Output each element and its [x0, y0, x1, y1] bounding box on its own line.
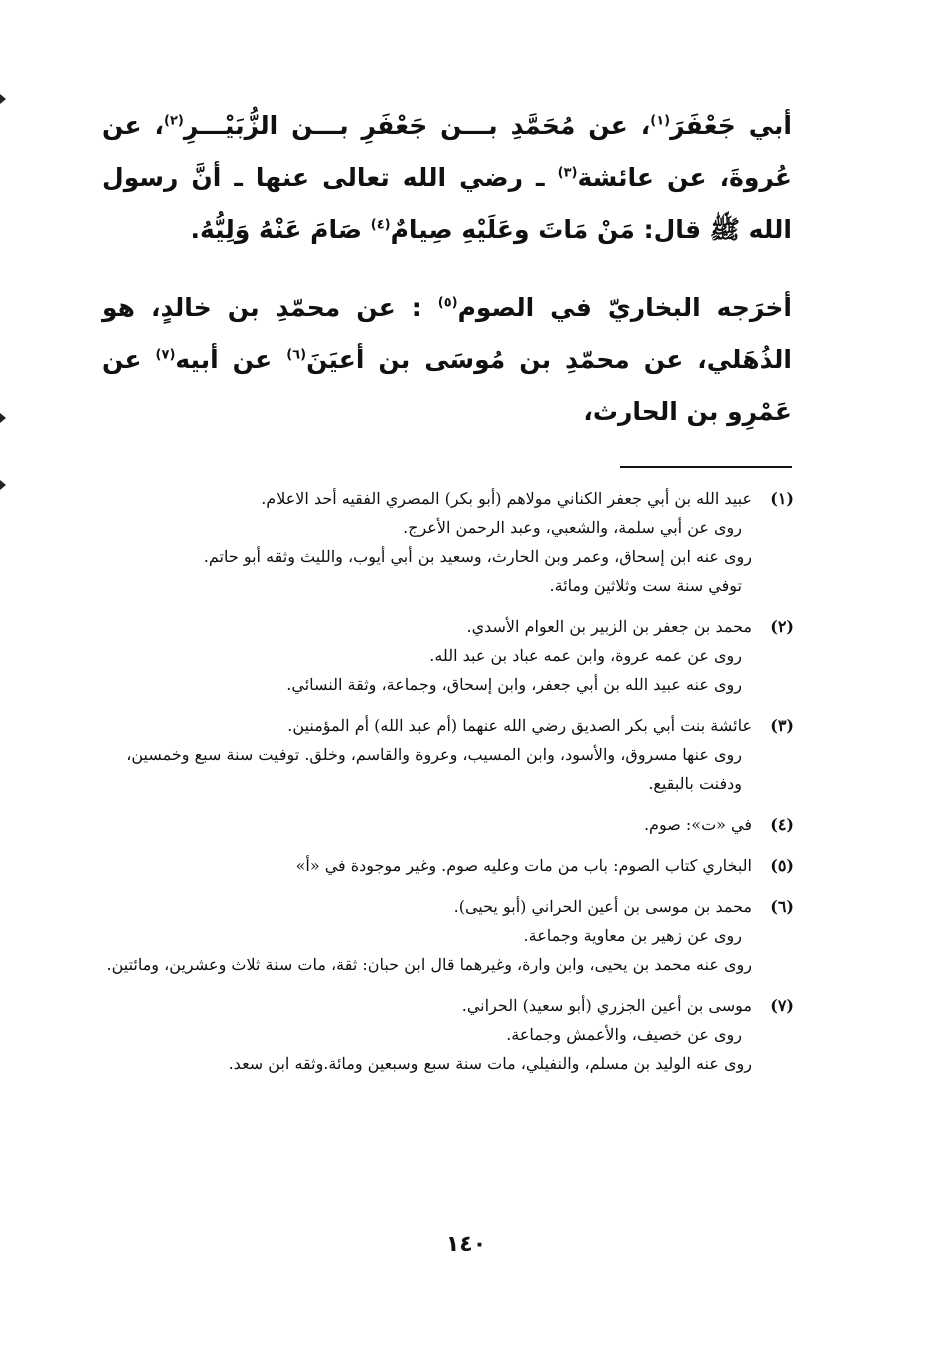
text-segment: عن عَمْرِو بن الحارث،: [102, 345, 792, 426]
footnote-ref: (٣): [557, 165, 578, 181]
footnote-line: روى عنها مسروق، والأسود، وابن المسيب، وعروة والقاسم، وخلق. توفيت سنة سبع وخمسين، ودفنت بالبقيع.: [126, 745, 742, 793]
footnote-ref: (٤): [370, 217, 391, 233]
margin-mark: [0, 480, 6, 490]
text-segment: عن أبيه: [175, 345, 287, 374]
takhrij-paragraph: [102, 282, 792, 438]
text-segment: ـ رضي الله تعالى عنها ـ أنَّ رسول الله ﷺ قال: مَنْ مَاتَ وعَلَيْهِ صِيامٌ: [102, 163, 792, 244]
footnote-line: روى عن أبي سلمة، والشعبي، وعبد الرحمن الأعرج.: [403, 518, 742, 537]
text-segment: أخرَجه البخاريّ في الصوم: [457, 293, 792, 322]
footnote-line: في «ت»: صوم.: [643, 815, 752, 834]
footnote-2: [104, 612, 794, 699]
footnote-line: البخاري كتاب الصوم: باب من مات وعليه صوم. وغير موجودة في «أ»: [295, 856, 752, 875]
text-segment: ، عن مُحَمَّدِ بـــن جَعْفَرِ بـــن الزُّبَيْـــرِ: [183, 111, 651, 140]
footnote-7: [104, 991, 794, 1078]
footnote-line: روى عن زهير بن معاوية وجماعة.: [523, 926, 742, 945]
footnote-number: (٦): [770, 897, 794, 916]
footnote-ref: (٧): [155, 347, 176, 363]
footnote-number: (٢): [770, 617, 794, 636]
footnote-1: [104, 484, 794, 600]
footnote-ref: (٥): [437, 295, 458, 311]
margin-mark: [0, 413, 6, 423]
footnote-line: موسى بن أعين الجزري (أبو سعيد) الحراني.: [461, 996, 752, 1015]
footnote-line: روى عنه الوليد بن مسلم، والنفيلي، مات سنة سبع وسبعين ومائة.وثقه ابن سعد.: [228, 1054, 752, 1073]
footnote-number: (٣): [770, 716, 794, 735]
text-segment: أبي جَعْفَرَ: [670, 111, 792, 140]
text-segment: ، عن عُروةَ، عن عائشة: [102, 111, 793, 192]
footnote-number: (٥): [770, 856, 794, 875]
footnote-5: [104, 851, 794, 880]
footnote-number: (٤): [770, 815, 794, 834]
page-number: ١٤٠: [445, 1232, 487, 1257]
footnote-line: روى عن عمه عروة، وابن عمه عباد بن عبد الله.: [429, 646, 742, 665]
footnote-line: توفي سنة ست وثلاثين ومائة.: [549, 576, 742, 595]
footnote-6: [104, 892, 794, 979]
footnote-3: [104, 711, 794, 798]
text-segment: صَامَ عَنْهُ وَلِيُّهُ.: [190, 215, 371, 244]
footnote-line: روى عن خصيف، والأعمش وجماعة.: [506, 1025, 742, 1044]
hadith-text-paragraph: [102, 100, 792, 256]
footnote-number: (٧): [770, 996, 794, 1015]
footnote-separator: [620, 466, 792, 468]
footnote-ref: (٢): [164, 113, 184, 129]
footnotes: [104, 484, 794, 1090]
footnote-ref: (٦): [286, 347, 307, 363]
footnote-line: عبيد الله بن أبي جعفر الكناني مولاهم (أبو بكر) المصري الفقيه أحد الاعلام.: [261, 489, 752, 508]
footnote-line: روى عنه ابن إسحاق، وعمر وبن الحارث، وسعيد بن أبي أيوب، والليث وثقه أبو حاتم.: [203, 547, 752, 566]
footnote-4: [104, 810, 794, 839]
margin-mark: [0, 94, 6, 104]
footnote-line: عائشة بنت أبي بكر الصديق رضي الله عنهما (أم عبد الله) أم المؤمنين.: [287, 716, 752, 735]
footnote-number: (١): [770, 489, 794, 508]
footnote-line: روى عنه عبيد الله بن أبي جعفر، وابن إسحاق، وجماعة، وثقة النسائي.: [286, 675, 742, 694]
text-segment: : عن محمّدِ بن خالدٍ، هو الذُهَلي، عن محمّدِ بن مُوسَى بن أعيَنَ: [102, 293, 792, 374]
footnote-line: محمد بن جعفر بن الزبير بن العوام الأسدي.: [466, 617, 752, 636]
footnote-ref: (١): [650, 113, 671, 129]
footnote-line: محمد بن موسى بن أعين الحراني (أبو يحيى).: [453, 897, 752, 916]
footnote-line: روى عنه محمد بن يحيى، وابن وارة، وغيرهما قال ابن حبان: ثقة، مات سنة ثلاث وعشرين، ومائتين.: [106, 955, 752, 974]
